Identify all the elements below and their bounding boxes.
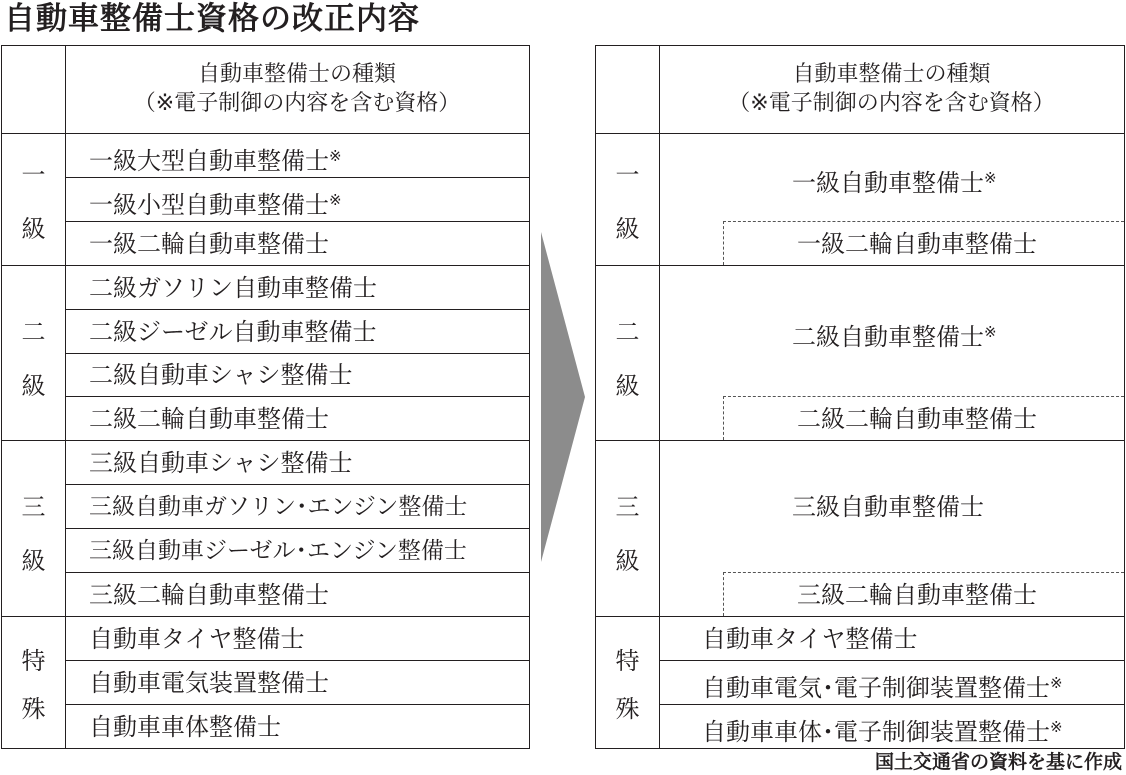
note-mark: ※: [1050, 718, 1063, 736]
row-divider: [65, 309, 529, 310]
arrow-right-icon: [541, 232, 586, 562]
group-label-second-grade: 二 級: [21, 318, 46, 400]
list-item: 二級自動車整備士※: [792, 323, 997, 351]
dashed-divider: [723, 396, 724, 440]
before-qualifications-table: [1, 45, 530, 749]
group-label-special: 特 殊: [21, 647, 46, 723]
column-header-line1: 自動車整備士の種類: [792, 62, 991, 87]
row-divider: [65, 396, 529, 397]
row-divider: [65, 221, 529, 222]
dashed-divider: [723, 396, 1124, 397]
column-header: [659, 60, 1124, 118]
dashed-divider: [723, 221, 724, 265]
list-item: 自動車電気･電子制御装置整備士※: [702, 674, 1063, 702]
group-label-first-grade: 一 級: [21, 161, 46, 243]
row-divider: [65, 177, 529, 178]
dashed-divider: [723, 572, 1124, 573]
list-item: 二級二輪自動車整備士: [89, 405, 329, 433]
group-label-special: 特 殊: [615, 647, 640, 723]
note-mark: ※: [984, 323, 997, 341]
row-divider: [65, 572, 529, 573]
column-header: [65, 60, 529, 118]
source-note: 国土交通省の資料を基に作成: [874, 751, 1122, 773]
dashed-divider: [723, 572, 724, 616]
column-header-line1: 自動車整備士の種類: [197, 62, 396, 87]
list-item: 三級自動車シャシ整備士: [89, 449, 353, 477]
header-divider: [596, 133, 1124, 134]
list-item: 一級二輪自動車整備士: [89, 230, 329, 258]
group-column-divider: [659, 46, 660, 748]
column-header-line2: （※電子制御の内容を含む資格）: [133, 91, 461, 116]
group-label-second-grade: 二 級: [615, 318, 640, 400]
after-qualifications-table: [595, 45, 1125, 749]
list-item: 二級ジーゼル自動車整備士: [89, 318, 377, 346]
group-divider: [596, 440, 1124, 441]
group-divider: [596, 265, 1124, 266]
list-item: 一級小型自動車整備士※: [89, 191, 342, 219]
group-divider: [596, 616, 1124, 617]
group-label-third-grade: 三 級: [21, 493, 46, 575]
list-item: 自動車タイヤ整備士: [89, 625, 305, 653]
row-divider: [65, 528, 529, 529]
group-divider: [2, 616, 529, 617]
header-divider: [2, 133, 529, 134]
list-item: 一級大型自動車整備士※: [89, 147, 342, 175]
list-item: 三級二輪自動車整備士: [89, 581, 329, 609]
column-header-line2: （※電子制御の内容を含む資格）: [728, 91, 1055, 116]
list-item: 一級自動車整備士※: [792, 169, 997, 197]
row-divider: [65, 660, 529, 661]
note-mark: ※: [1050, 674, 1063, 692]
list-item: 自動車電気装置整備士: [89, 669, 329, 697]
list-item: 三級自動車ジーゼル･エンジン整備士: [89, 538, 467, 564]
list-item: 三級自動車ガソリン･エンジン整備士: [89, 494, 468, 520]
note-mark: ※: [329, 191, 342, 209]
page-title: 自動車整備士資格の改正内容: [4, 1, 420, 37]
group-divider: [2, 265, 529, 266]
list-item: 自動車車体整備士: [89, 713, 281, 741]
group-label-first-grade: 一 級: [615, 161, 640, 243]
note-mark: ※: [329, 147, 342, 165]
row-divider: [659, 660, 1124, 661]
list-item: 自動車車体･電子制御装置整備士※: [702, 718, 1063, 746]
group-divider: [2, 440, 529, 441]
group-column-divider: [65, 46, 66, 748]
list-item: 一級二輪自動車整備士: [797, 230, 1037, 258]
list-item: 二級ガソリン自動車整備士: [89, 274, 377, 302]
list-item: 二級自動車シャシ整備士: [89, 361, 353, 389]
dashed-divider: [723, 221, 1124, 222]
note-mark: ※: [984, 169, 997, 187]
row-divider: [65, 484, 529, 485]
list-item: 三級二輪自動車整備士: [797, 581, 1037, 609]
list-item: 三級自動車整備士: [792, 493, 984, 521]
row-divider: [65, 704, 529, 705]
list-item: 二級二輪自動車整備士: [797, 405, 1037, 433]
group-label-third-grade: 三 級: [615, 493, 640, 575]
list-item: 自動車タイヤ整備士: [702, 625, 918, 653]
row-divider: [659, 704, 1124, 705]
row-divider: [65, 353, 529, 354]
